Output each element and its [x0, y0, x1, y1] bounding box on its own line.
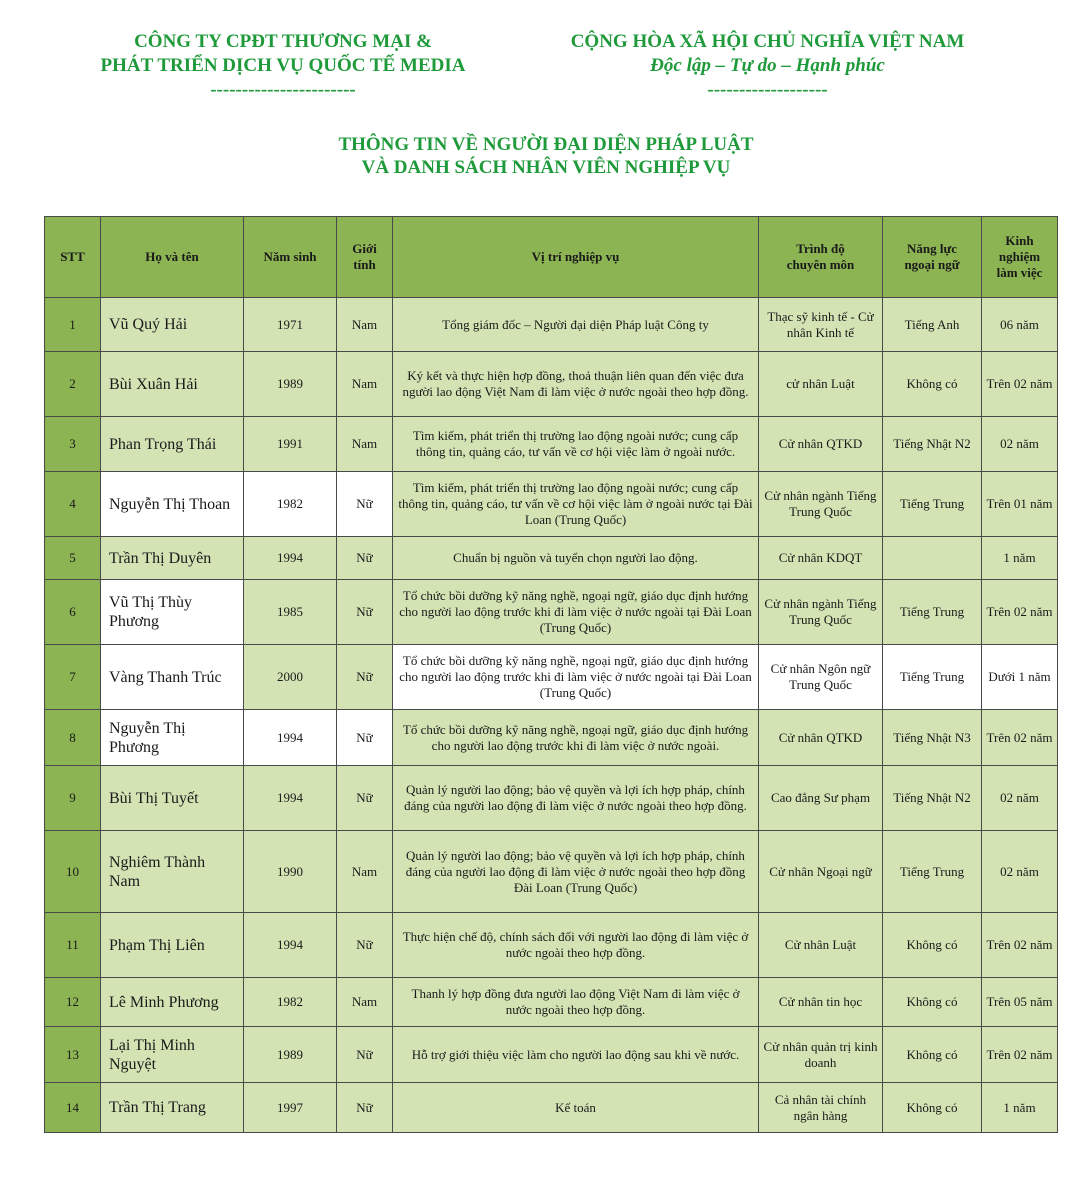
cell-qualification: Cử nhân Ngôn ngữ Trung Quốc — [759, 645, 883, 710]
cell-gender: Nam — [337, 298, 393, 352]
cell-stt: 9 — [45, 766, 101, 831]
cell-experience: 02 năm — [982, 766, 1058, 831]
cell-qualification: Cử nhân QTKD — [759, 417, 883, 472]
cell-gender: Nữ — [337, 1027, 393, 1083]
cell-stt: 10 — [45, 831, 101, 913]
cell-gender: Nữ — [337, 1083, 393, 1133]
company-header-rule: ----------------------- — [210, 79, 356, 100]
cell-stt: 11 — [45, 913, 101, 978]
cell-year: 1994 — [244, 913, 337, 978]
cell-name: Bùi Thị Tuyết — [101, 766, 244, 831]
cell-position: Tổ chức bồi dưỡng kỹ năng nghề, ngoại ngữ, giáo dục định hướng cho người lao động trước khi đi làm việc ở nước ngoài tại Đài Loan (Trung Quốc) — [393, 580, 759, 645]
cell-gender: Nam — [337, 831, 393, 913]
staff-table — [44, 216, 1058, 1133]
cell-position: Tổng giám đốc – Người đại diện Pháp luật Công ty — [393, 298, 759, 352]
cell-position: Kế toán — [393, 1083, 759, 1133]
cell-experience: 06 năm — [982, 298, 1058, 352]
cell-stt: 8 — [45, 710, 101, 766]
cell-stt: 2 — [45, 352, 101, 417]
national-title: CỘNG HÒA XÃ HỘI CHỦ NGHĨA VIỆT NAM — [570, 31, 965, 52]
cell-position: Tìm kiếm, phát triển thị trường lao động ngoài nước; cung cấp thông tin, quảng cáo, tư vấn về cơ hội việc làm ở ngoài nước. — [393, 417, 759, 472]
cell-language: Tiếng Trung — [883, 831, 982, 913]
cell-year: 1990 — [244, 831, 337, 913]
header-experience-line2: nghiệm — [998, 249, 1041, 264]
cell-experience: 02 năm — [982, 417, 1058, 472]
cell-position: Hỗ trợ giới thiệu việc làm cho người lao động sau khi về nước. — [393, 1027, 759, 1083]
cell-experience: Trên 02 năm — [982, 913, 1058, 978]
cell-year: 1985 — [244, 580, 337, 645]
cell-qualification: Cử nhân ngành Tiếng Trung Quốc — [759, 580, 883, 645]
cell-year: 1994 — [244, 537, 337, 580]
header-gender-line2: tính — [353, 257, 376, 272]
cell-stt: 6 — [45, 580, 101, 645]
cell-experience: Trên 02 năm — [982, 1027, 1058, 1083]
cell-position: Quản lý người lao động; bảo vệ quyền và lợi ích hợp pháp, chính đáng của người lao động đi làm việc ở nước ngoài theo hợp đồng. — [393, 766, 759, 831]
cell-gender: Nam — [337, 978, 393, 1027]
table-row — [45, 537, 1058, 580]
cell-experience: 1 năm — [982, 1083, 1058, 1133]
cell-stt: 13 — [45, 1027, 101, 1083]
cell-qualification: Cử nhân quản trị kinh doanh — [759, 1027, 883, 1083]
cell-language: Tiếng Anh — [883, 298, 982, 352]
cell-name: Lê Minh Phương — [101, 978, 244, 1027]
cell-gender: Nữ — [337, 710, 393, 766]
cell-experience: 1 năm — [982, 537, 1058, 580]
cell-language: Tiếng Nhật N2 — [883, 766, 982, 831]
cell-qualification: Cả nhân tài chính ngân hàng — [759, 1083, 883, 1133]
cell-experience: Trên 02 năm — [982, 352, 1058, 417]
header-position: Vị trí nghiệp vụ — [393, 217, 759, 298]
cell-qualification: Cử nhân ngành Tiếng Trung Quốc — [759, 472, 883, 537]
cell-qualification: Cử nhân Ngoại ngữ — [759, 831, 883, 913]
cell-qualification: Cử nhân KDQT — [759, 537, 883, 580]
document-title-line2: VÀ DANH SÁCH NHÂN VIÊN NGHIỆP VỤ — [361, 157, 731, 178]
cell-gender: Nữ — [337, 580, 393, 645]
table-header-row — [45, 217, 1058, 298]
header-language-line1: Năng lực — [906, 241, 958, 256]
header-experience — [982, 217, 1058, 298]
header-gender — [337, 217, 393, 298]
cell-name: Vũ Thị Thùy Phương — [101, 580, 244, 645]
cell-name: Lại Thị Minh Nguyệt — [101, 1027, 244, 1083]
table-row — [45, 298, 1058, 352]
cell-gender: Nữ — [337, 913, 393, 978]
document-title — [0, 133, 1092, 179]
cell-name: Phan Trọng Thái — [101, 417, 244, 472]
cell-language: Không có — [883, 978, 982, 1027]
cell-language: Không có — [883, 1027, 982, 1083]
cell-language: Tiếng Trung — [883, 580, 982, 645]
cell-position: Thanh lý hợp đồng đưa người lao động Việt Nam đi làm việc ở nước ngoài theo hợp đồng. — [393, 978, 759, 1027]
cell-experience: Trên 01 năm — [982, 472, 1058, 537]
cell-qualification: Cao đẳng Sư phạm — [759, 766, 883, 831]
cell-gender: Nam — [337, 352, 393, 417]
header-qualification-line1: Trình độ — [796, 241, 845, 256]
header-experience-line3: làm việc — [996, 265, 1043, 280]
cell-language: Không có — [883, 1083, 982, 1133]
cell-experience: Trên 05 năm — [982, 978, 1058, 1027]
cell-qualification: Cử nhân Luật — [759, 913, 883, 978]
cell-stt: 1 — [45, 298, 101, 352]
table-row — [45, 710, 1058, 766]
cell-position: Chuẩn bị nguồn và tuyển chọn người lao động. — [393, 537, 759, 580]
table-row — [45, 766, 1058, 831]
national-header-rule: ------------------- — [707, 79, 828, 100]
cell-position: Ký kết và thực hiện hợp đồng, thoả thuận liên quan đến việc đưa người lao động Việt Nam đi làm việc ở nước ngoài theo hợp đồng. — [393, 352, 759, 417]
cell-language: Tiếng Trung — [883, 472, 982, 537]
national-header — [545, 30, 990, 102]
company-name-line2: PHÁT TRIỂN DỊCH VỤ QUỐC TẾ MEDIA — [100, 55, 466, 76]
table-row — [45, 352, 1058, 417]
header-language-line2: ngoại ngữ — [904, 257, 960, 272]
cell-name: Nghiêm Thành Nam — [101, 831, 244, 913]
cell-experience: 02 năm — [982, 831, 1058, 913]
cell-language: Tiếng Nhật N2 — [883, 417, 982, 472]
cell-language: Tiếng Nhật N3 — [883, 710, 982, 766]
table-row — [45, 645, 1058, 710]
cell-experience: Trên 02 năm — [982, 710, 1058, 766]
cell-language: Tiếng Trung — [883, 645, 982, 710]
cell-stt: 3 — [45, 417, 101, 472]
table-row — [45, 1083, 1058, 1133]
cell-stt: 12 — [45, 978, 101, 1027]
cell-stt: 14 — [45, 1083, 101, 1133]
cell-experience: Dưới 1 năm — [982, 645, 1058, 710]
table-row — [45, 417, 1058, 472]
national-motto: Độc lập – Tự do – Hạnh phúc — [650, 55, 885, 76]
cell-position: Quản lý người lao động; bảo vệ quyền và lợi ích hợp pháp, chính đáng của người lao động đi làm việc ở nước ngoài theo hợp đồng Đài Loan (Trung Quốc) — [393, 831, 759, 913]
cell-gender: Nữ — [337, 645, 393, 710]
cell-name: Nguyễn Thị Thoan — [101, 472, 244, 537]
cell-gender: Nữ — [337, 766, 393, 831]
cell-position: Tổ chức bồi dưỡng kỹ năng nghề, ngoại ngữ, giáo dục định hướng cho người lao động trước khi đi làm việc ở nước ngoài. — [393, 710, 759, 766]
header-gender-line1: Giới — [352, 241, 377, 256]
table-row — [45, 978, 1058, 1027]
cell-qualification: Thạc sỹ kinh tế - Cử nhân Kinh tế — [759, 298, 883, 352]
cell-year: 1971 — [244, 298, 337, 352]
cell-gender: Nam — [337, 417, 393, 472]
cell-gender: Nữ — [337, 472, 393, 537]
cell-language: Không có — [883, 352, 982, 417]
company-name-line1: CÔNG TY CPĐT THƯƠNG MẠI & — [134, 31, 432, 52]
cell-name: Trần Thị Trang — [101, 1083, 244, 1133]
cell-qualification: cử nhân Luật — [759, 352, 883, 417]
company-header — [78, 30, 488, 102]
document-title-line1: THÔNG TIN VỀ NGƯỜI ĐẠI DIỆN PHÁP LUẬT — [338, 134, 754, 155]
cell-stt: 4 — [45, 472, 101, 537]
header-experience-line1: Kinh — [1005, 233, 1034, 248]
cell-year: 1994 — [244, 766, 337, 831]
cell-name: Vũ Quý Hải — [101, 298, 244, 352]
table-row — [45, 1027, 1058, 1083]
cell-language: Không có — [883, 913, 982, 978]
cell-year: 2000 — [244, 645, 337, 710]
cell-year: 1989 — [244, 1027, 337, 1083]
cell-year: 1982 — [244, 978, 337, 1027]
cell-year: 1997 — [244, 1083, 337, 1133]
table-row — [45, 580, 1058, 645]
cell-name: Nguyễn Thị Phương — [101, 710, 244, 766]
header-qualification-line2: chuyên môn — [786, 257, 855, 272]
table-row — [45, 831, 1058, 913]
cell-name: Phạm Thị Liên — [101, 913, 244, 978]
cell-experience: Trên 02 năm — [982, 580, 1058, 645]
cell-gender: Nữ — [337, 537, 393, 580]
cell-year: 1982 — [244, 472, 337, 537]
header-qualification — [759, 217, 883, 298]
header-language — [883, 217, 982, 298]
cell-stt: 7 — [45, 645, 101, 710]
cell-name: Bùi Xuân Hải — [101, 352, 244, 417]
header-name: Họ và tên — [101, 217, 244, 298]
cell-year: 1994 — [244, 710, 337, 766]
cell-year: 1991 — [244, 417, 337, 472]
header-stt: STT — [45, 217, 101, 298]
cell-position: Tổ chức bồi dưỡng kỹ năng nghề, ngoại ngữ, giáo dục định hướng cho người lao động trước khi đi làm việc ở nước ngoài tại Đài Loan (Trung Quốc) — [393, 645, 759, 710]
cell-position: Tìm kiếm, phát triển thị trường lao động ngoài nước; cung cấp thông tin, quảng cáo, tư vấn về cơ hội việc làm ở ngoài nước tại Đài Loan (Trung Quốc) — [393, 472, 759, 537]
cell-position: Thực hiện chế độ, chính sách đối với người lao động đi làm việc ở nước ngoài theo hợp đồng. — [393, 913, 759, 978]
table-row — [45, 472, 1058, 537]
cell-stt: 5 — [45, 537, 101, 580]
table-body — [45, 298, 1058, 1133]
cell-name: Trần Thị Duyên — [101, 537, 244, 580]
cell-qualification: Cử nhân QTKD — [759, 710, 883, 766]
cell-language — [883, 537, 982, 580]
header-year: Năm sinh — [244, 217, 337, 298]
cell-qualification: Cử nhân tin học — [759, 978, 883, 1027]
cell-year: 1989 — [244, 352, 337, 417]
table-row — [45, 913, 1058, 978]
cell-name: Vàng Thanh Trúc — [101, 645, 244, 710]
